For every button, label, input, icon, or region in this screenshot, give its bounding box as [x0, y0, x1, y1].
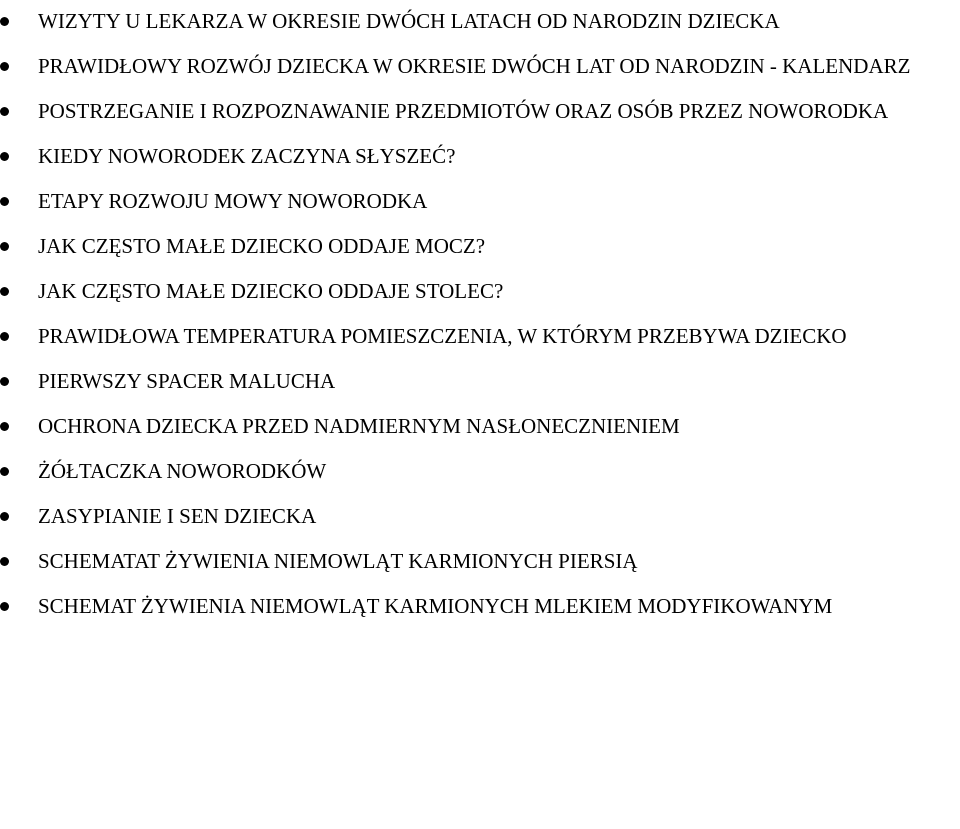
list-item-text: OCHRONA DZIECKA PRZED NADMIERNYM NASŁONECZNIENIEM [38, 414, 680, 438]
list-item-text: ZASYPIANIE I SEN DZIECKA [38, 504, 317, 528]
bullet-icon [0, 62, 9, 71]
list-item-text: WIZYTY U LEKARZA W OKRESIE DWÓCH LATACH OD NARODZIN DZIECKA [38, 9, 780, 33]
list-item-text: JAK CZĘSTO MAŁE DZIECKO ODDAJE STOLEC? [38, 279, 504, 303]
list-item [0, 450, 956, 493]
list-item [0, 495, 956, 538]
list-item [0, 405, 956, 448]
bullet-icon [0, 107, 9, 116]
list-item-text: JAK CZĘSTO MAŁE DZIECKO ODDAJE MOCZ? [38, 234, 486, 258]
bullet-icon [0, 287, 9, 296]
list-item-text: PIERWSZY SPACER MALUCHA [38, 369, 336, 393]
list-item [0, 45, 956, 88]
bullet-icon [0, 557, 9, 566]
list-item-text: SCHEMAT ŻYWIENIA NIEMOWLĄT KARMIONYCH MLEKIEM MODYFIKOWANYM [38, 594, 833, 618]
list-item [0, 90, 956, 133]
list-item-text: POSTRZEGANIE I ROZPOZNAWANIE PRZEDMIOTÓW ORAZ OSÓB PRZEZ NOWORODKA [38, 99, 889, 123]
list-item-text: KIEDY NOWORODEK ZACZYNA SŁYSZEĆ? [38, 144, 456, 168]
bullet-icon [0, 602, 9, 611]
list-item [0, 585, 956, 628]
list-item [0, 180, 956, 223]
list-item [0, 360, 956, 403]
list-item [0, 135, 956, 178]
bullet-icon [0, 152, 9, 161]
list-item [0, 270, 956, 313]
list-item-text: ŻÓŁTACZKA NOWORODKÓW [38, 459, 327, 483]
bullet-icon [0, 332, 9, 341]
list-item-text: ETAPY ROZWOJU MOWY NOWORODKA [38, 189, 428, 213]
bullet-icon [0, 467, 9, 476]
bullet-icon [0, 197, 9, 206]
list-item-text: PRAWIDŁOWY ROZWÓJ DZIECKA W OKRESIE DWÓCH LAT OD NARODZIN - KALENDARZ [38, 54, 911, 78]
bullet-icon [0, 512, 9, 521]
bullet-icon [0, 242, 9, 251]
list-item-text: PRAWIDŁOWA TEMPERATURA POMIESZCZENIA, W KTÓRYM PRZEBYWA DZIECKO [38, 324, 847, 348]
list-item [0, 315, 956, 358]
list-item [0, 225, 956, 268]
bullet-icon [0, 422, 9, 431]
bullet-icon [0, 377, 9, 386]
list-item-text: SCHEMATAT ŻYWIENIA NIEMOWLĄT KARMIONYCH PIERSIĄ [38, 549, 638, 573]
bullet-icon [0, 17, 9, 26]
list-item [0, 540, 956, 583]
list-item [0, 0, 956, 43]
